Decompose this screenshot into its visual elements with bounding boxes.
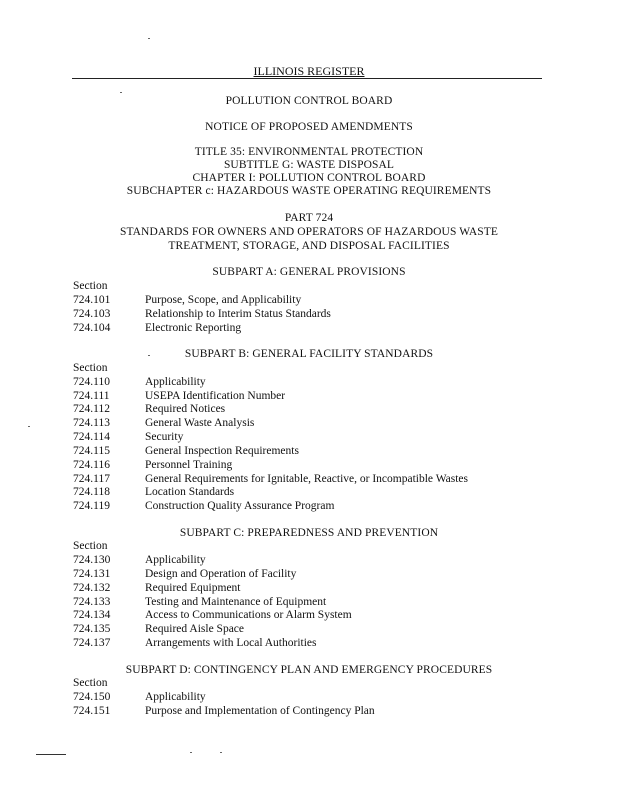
section-label: Section xyxy=(73,362,108,374)
subpart-heading: SUBPART A: GENERAL PROVISIONS xyxy=(212,266,406,278)
scan-speck xyxy=(190,752,192,753)
scan-speck xyxy=(120,92,122,93)
section-row: 724.103 Relationship to Interim Status Standards xyxy=(73,308,331,320)
section-row: 724.135 Required Aisle Space xyxy=(73,623,245,635)
section-row: 724.117 General Requirements for Ignitable, Reactive, or Incompatible Wastes xyxy=(73,473,468,485)
section-row: 724.131 Design and Operation of Facility xyxy=(73,568,297,580)
section-row: 724.115 General Inspection Requirements xyxy=(73,445,299,457)
board-name: POLLUTION CONTROL BOARD xyxy=(225,95,393,107)
section-row: 724.133 Testing and Maintenance of Equipment xyxy=(73,596,327,608)
header-rule xyxy=(72,78,542,79)
scan-speck xyxy=(148,38,150,39)
section-row: 724.151 Purpose and Implementation of Contingency Plan xyxy=(73,705,375,717)
section-row: 724.116 Personnel Training xyxy=(73,459,233,471)
section-row: 724.111 USEPA Identification Number xyxy=(73,390,286,402)
scan-speck xyxy=(220,752,222,753)
section-row: 724.113 General Waste Analysis xyxy=(73,417,255,429)
section-row: 724.137 Arrangements with Local Authorities xyxy=(73,637,317,649)
section-row: 724.134 Access to Communications or Alarm System xyxy=(73,609,352,621)
part-name-line2: TREATMENT, STORAGE, AND DISPOSAL FACILITIES xyxy=(168,240,450,252)
section-row: 724.118 Location Standards xyxy=(73,486,235,498)
title-line: TITLE 35: ENVIRONMENTAL PROTECTION xyxy=(194,146,424,158)
section-row: 724.150 Applicability xyxy=(73,691,206,703)
section-row: 724.119 Construction Quality Assurance Program xyxy=(73,500,335,512)
section-row: 724.114 Security xyxy=(73,431,184,443)
subpart-heading: SUBPART C: PREPAREDNESS AND PREVENTION xyxy=(179,527,439,539)
section-row: 724.104 Electronic Reporting xyxy=(73,322,242,334)
part-name-line1: STANDARDS FOR OWNERS AND OPERATORS OF HAZARDOUS WASTE xyxy=(119,226,499,238)
section-label: Section xyxy=(73,540,108,552)
subchapter-line: SUBCHAPTER c: HAZARDOUS WASTE OPERATING REQUIREMENTS xyxy=(126,185,492,197)
register-title: ILLINOIS REGISTER xyxy=(253,64,365,78)
section-row: 724.132 Required Equipment xyxy=(73,582,241,594)
subpart-heading: SUBPART B: GENERAL FACILITY STANDARDS xyxy=(184,348,434,360)
subtitle-line: SUBTITLE G: WASTE DISPOSAL xyxy=(223,159,395,171)
section-label: Section xyxy=(73,280,108,292)
chapter-line: CHAPTER I: POLLUTION CONTROL BOARD xyxy=(192,172,426,184)
section-label: Section xyxy=(73,677,108,689)
notice-title: NOTICE OF PROPOSED AMENDMENTS xyxy=(205,121,413,133)
subpart-heading: SUBPART D: CONTINGENCY PLAN AND EMERGENCY PROCEDURES xyxy=(125,664,493,676)
section-row: 724.112 Required Notices xyxy=(73,403,226,415)
part-number: PART 724 xyxy=(284,212,334,224)
scan-speck xyxy=(148,355,150,356)
section-row: 724.110 Applicability xyxy=(73,376,206,388)
section-row: 724.130 Applicability xyxy=(73,554,206,566)
scan-speck xyxy=(28,426,30,427)
footer-rule xyxy=(36,754,66,755)
section-row: 724.101 Purpose, Scope, and Applicability xyxy=(73,294,302,306)
